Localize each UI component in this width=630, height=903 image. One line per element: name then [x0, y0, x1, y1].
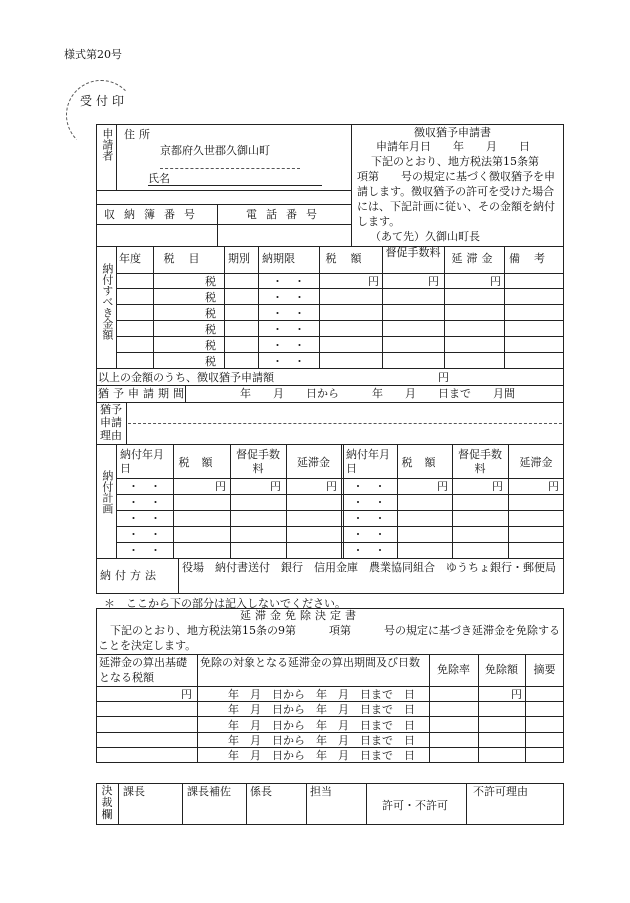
exemption-period-text: 年 月 日から 年 月 日まで 日 — [228, 718, 415, 732]
col-header-tax-amount: 税額 — [325, 252, 376, 265]
addressee: （あて先）久御山町長 — [370, 230, 480, 243]
role-section-chief: 課長 — [123, 785, 145, 798]
plan-date-dots-1[interactable]: ・ ・ — [128, 496, 161, 509]
tax-suffix: 税 — [205, 339, 216, 352]
col-header-demand-fee: 督促手数料 — [385, 246, 441, 259]
col-header-tax-item: 税目 — [163, 252, 214, 265]
tax-suffix: 税 — [205, 323, 216, 336]
exemption-period-text: 年 月 日から 年 月 日まで 日 — [228, 703, 415, 717]
plan-header-fee-2: 督促手数料 — [458, 448, 502, 475]
exemption-base-yen: 円 — [181, 688, 192, 701]
exemption-header-rate: 免除率 — [437, 663, 470, 676]
plan-date-dots-1[interactable]: ・ ・ — [128, 528, 161, 541]
plan-date-dots-2[interactable]: ・ ・ — [352, 544, 386, 557]
application-body: 下記のとおり、地方税法第15条第 項第 号の規定に基づく徴収猶予を申請します。徴収猶予の許可を受けた場合には、下記計画に従い、その金額を納付します。 — [357, 155, 561, 228]
address-label: 住所 — [124, 128, 154, 141]
decision-side-label: 決裁欄 — [101, 784, 113, 821]
name-label[interactable]: 氏名 — [148, 172, 170, 185]
period-label: 猶予申請期間 — [98, 387, 188, 400]
exemption-amount-yen: 円 — [511, 688, 522, 701]
approval-choice[interactable]: 許可・不許可 — [382, 799, 448, 812]
plan-yen: 円 — [270, 480, 281, 493]
stamp-label: 受付印 — [80, 94, 129, 108]
plan-date-dots-1[interactable]: ・ ・ — [128, 512, 161, 525]
plan-yen: 円 — [326, 480, 337, 493]
plan-header-tax-2: 税額 — [401, 456, 448, 469]
exemption-header-base: 延滞金の算出基礎となる税額 — [99, 656, 187, 684]
due-date-dots[interactable]: ・ ・ — [272, 355, 305, 368]
exemption-title: 延滞金免除決定書 — [240, 609, 360, 622]
plan-date-dots-2[interactable]: ・ ・ — [352, 496, 386, 509]
due-date-dots[interactable]: ・ ・ — [272, 323, 305, 336]
tax-side-label: 納付すべき金額 — [100, 263, 114, 340]
role-deputy-chief: 課長補佐 — [187, 785, 231, 798]
summary-line: 以上の金額のうち、徴収猶予申請額 — [98, 371, 274, 384]
tax-suffix: 税 — [205, 307, 216, 320]
role-staff: 担当 — [310, 785, 332, 798]
address-value[interactable]: 京都府久世郡久御山町 — [160, 144, 270, 157]
tax-suffix: 税 — [205, 355, 216, 368]
plan-date-dots-1[interactable]: ・ ・ — [128, 544, 161, 557]
applicant-side-label: 申請者 — [100, 128, 114, 161]
plan-date-dots-2[interactable]: ・ ・ — [352, 480, 386, 493]
fee-yen: 円 — [428, 275, 439, 288]
plan-yen: 円 — [215, 480, 226, 493]
plan-yen: 円 — [548, 480, 559, 493]
plan-header-date-2: 納付年月日 — [346, 448, 390, 475]
exemption-period-text: 年 月 日から 年 月 日まで 日 — [228, 749, 415, 763]
role-subsection-chief: 係長 — [250, 785, 272, 798]
plan-header-fee-1: 督促手数料 — [236, 448, 280, 475]
plan-date-dots-2[interactable]: ・ ・ — [352, 512, 386, 525]
plan-side-label: 納付計画 — [100, 470, 114, 514]
exemption-period-text: 年 月 日から 年 月 日まで 日 — [228, 733, 415, 747]
phone-label: 電話番号 — [246, 208, 326, 221]
rejection-reason-label: 不許可理由 — [473, 785, 528, 798]
exemption-header-summary: 摘要 — [533, 663, 556, 676]
due-date-dots[interactable]: ・ ・ — [272, 291, 305, 304]
due-date-dots[interactable]: ・ ・ — [272, 275, 305, 288]
payment-method-options[interactable]: 役場 納付書送付 銀行 信用金庫 農業協同組合 ゆうちょ銀行・郵便局 — [182, 561, 556, 574]
payment-method-label: 納付方法 — [100, 569, 160, 582]
plan-header-late-2: 延滞金 — [519, 456, 553, 469]
plan-date-dots-1[interactable]: ・ ・ — [128, 480, 161, 493]
col-header-due-date: 納期限 — [262, 252, 295, 265]
due-date-dots[interactable]: ・ ・ — [272, 307, 305, 320]
due-date-dots[interactable]: ・ ・ — [272, 339, 305, 352]
exemption-period-text: 年 月 日から 年 月 日まで 日 — [228, 688, 415, 701]
late-yen: 円 — [490, 275, 501, 288]
exemption-body: 下記のとおり、地方税法第15条の9第 項第 号の規定に基づき延滞金を免除することを決定します。 — [98, 624, 560, 652]
application-title: 徴収猶予申請書 — [414, 126, 491, 139]
form-number: 様式第20号 — [64, 48, 122, 61]
col-header-late-fee: 延滞金 — [451, 252, 497, 265]
col-header-year: 年度 — [119, 252, 141, 265]
reason-label: 猶予申請理由 — [100, 403, 122, 442]
payment-number-label: 収納簿番号 — [104, 208, 204, 221]
application-date[interactable]: 申請年月日 年 月 日 — [376, 140, 530, 153]
period-value[interactable]: 年 月 日から 年 月 日まで 月間 — [240, 387, 515, 400]
exemption-header-amount: 免除額 — [485, 663, 518, 676]
col-header-remarks: 備考 — [509, 252, 559, 265]
plan-header-date-1: 納付年月日 — [120, 448, 164, 475]
tax-suffix: 税 — [205, 275, 216, 288]
summary-yen[interactable]: 円 — [438, 371, 449, 384]
plan-header-late-1: 延滞金 — [297, 456, 330, 469]
tax-yen: 円 — [368, 275, 379, 288]
not-fill-note: ＊ ここから下の部分は記入しないでください。 — [104, 597, 346, 610]
tax-suffix: 税 — [205, 291, 216, 304]
exemption-header-period: 免除の対象となる延滞金の算出期間及び日数 — [200, 656, 420, 669]
plan-yen: 円 — [492, 480, 503, 493]
plan-date-dots-2[interactable]: ・ ・ — [352, 528, 386, 541]
plan-yen: 円 — [437, 480, 448, 493]
plan-header-tax-1: 税額 — [178, 456, 225, 469]
col-header-period: 期別 — [228, 252, 250, 265]
